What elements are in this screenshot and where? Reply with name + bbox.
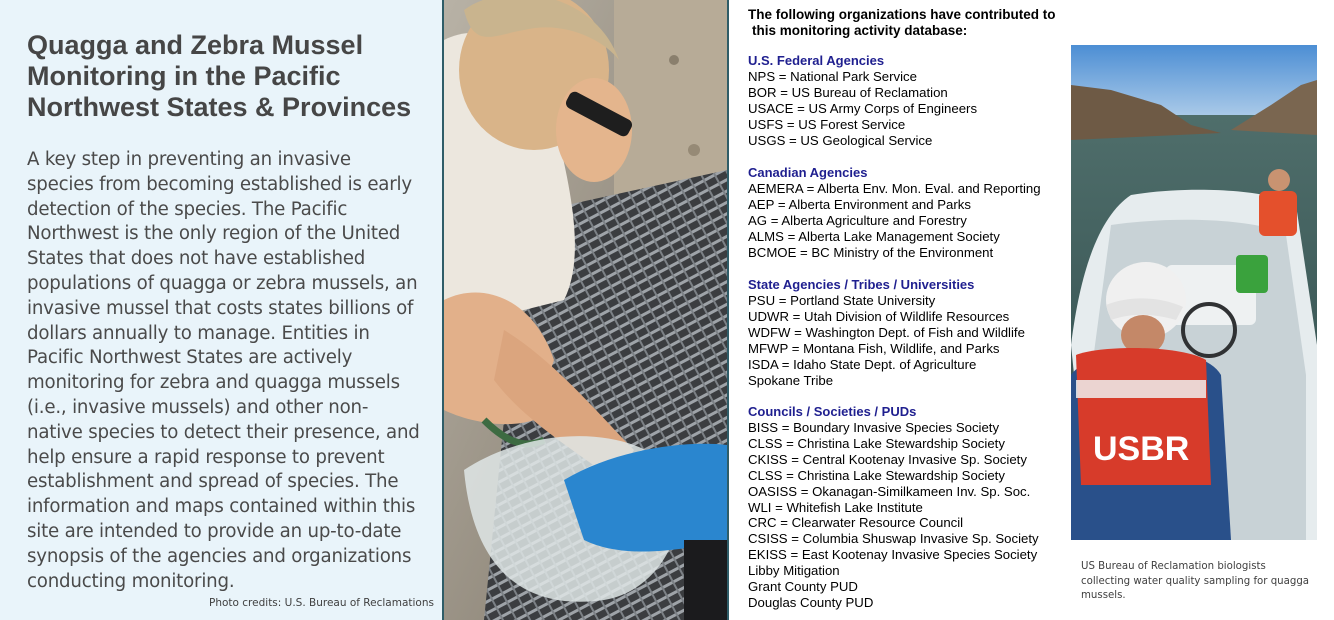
group-title: Canadian Agencies [748,165,868,180]
org-entry: AEP = Alberta Environment and Parks [748,196,971,212]
org-entry: WLI = Whitefish Lake Institute [748,499,923,515]
org-entry: BISS = Boundary Invasive Species Society [748,420,1000,435]
group-state-agencies-tribes-universities [748,277,1068,388]
organizations-heading [748,7,1068,39]
group-title: Councils / Societies / PUDs [748,404,917,419]
vest-label: USBR [1093,430,1190,468]
organizations-heading-line1: The following organizations have contributed to [748,7,1056,22]
org-entry: UDWR = Utah Division of Wildlife Resources [748,308,1010,324]
org-entry: OASISS = Okanagan-Similkameen Inv. Sp. Soc. [748,483,1031,499]
org-entry: CSISS = Columbia Shuswap Invasive Sp. Society [748,531,1039,547]
org-entry: CLSS = Christina Lake Stewardship Society [748,467,1005,483]
group-title: U.S. Federal Agencies [748,53,885,68]
photo-caption: US Bureau of Reclamation biologists collecting water quality sampling for quagga mussels. [1081,561,1310,601]
group-canadian-agencies [748,165,1068,261]
biologist-grate-photo [442,0,729,620]
org-entry: NPS = National Park Service [748,69,917,84]
group-title: State Agencies / Tribes / Universities [748,277,975,292]
group-councils-societies-puds [748,404,1068,611]
org-entry: ALMS = Alberta Lake Management Society [748,228,1000,244]
biologist-grate-illustration [444,0,727,620]
org-entry: Spokane Tribe [748,372,834,388]
organizations-panel [729,0,1069,620]
org-entry: CLSS = Christina Lake Stewardship Society [748,435,1005,451]
org-entry: USFS = US Forest Service [748,116,906,132]
org-entry: CRC = Clearwater Resource Council [748,515,964,531]
intro-panel [0,0,442,620]
org-entry: EKISS = East Kootenay Invasive Species Society [748,547,1038,563]
org-entry: PSU = Portland State University [748,293,936,308]
org-entry: USACE = US Army Corps of Engineers [748,100,978,116]
photo-credits: Photo credits: U.S. Bureau of Reclamations [209,597,434,609]
org-entry: AEMERA = Alberta Env. Mon. Eval. and Reporting [748,181,1041,196]
org-entry: AG = Alberta Agriculture and Forestry [748,212,967,228]
boat-sampling-photo [1071,45,1317,540]
group-us-federal-agencies [748,53,1068,149]
page-title: Quagga and Zebra Mussel Monitoring in the Pacific Northwest States & Provinces [27,30,412,122]
org-entry: BCMOE = BC Ministry of the Environment [748,244,994,260]
organizations-heading-line2: this monitoring activity database: [752,23,968,38]
org-entry: MFWP = Montana Fish, Wildlife, and Parks [748,340,1000,356]
org-entry: ISDA = Idaho State Dept. of Agriculture [748,356,977,372]
org-entry: Douglas County PUD [748,594,874,610]
org-entry: BOR = US Bureau of Reclamation [748,84,948,100]
boat-sampling-illustration [1071,45,1317,540]
org-entry: USGS = US Geological Service [748,132,933,148]
org-entry: WDFW = Washington Dept. of Fish and Wildlife [748,324,1025,340]
org-entry: CKISS = Central Kootenay Invasive Sp. Society [748,451,1027,467]
intro-paragraph: A key step in preventing an invasive species from becoming established is early detection of the species. The Pacific Northwest is the only region of the United States that does not have established populations of quagga or zebra mussels, an invasive mussel that costs states billions of dollars annually to manage. Entities in Pacific Northwest States are actively monitoring for zebra and quagga mussels (i.e., invasive mussels) and other non-native species to detect their presence, and help ensure a rapid response to prevent establishment and spread of species. The information and maps contained within this site are intended to provide an up-to-date synopsis of the agencies and organizations conducting monitoring. [27,149,420,592]
org-entry: Grant County PUD [748,579,858,595]
org-entry: Libby Mitigation [748,563,840,579]
